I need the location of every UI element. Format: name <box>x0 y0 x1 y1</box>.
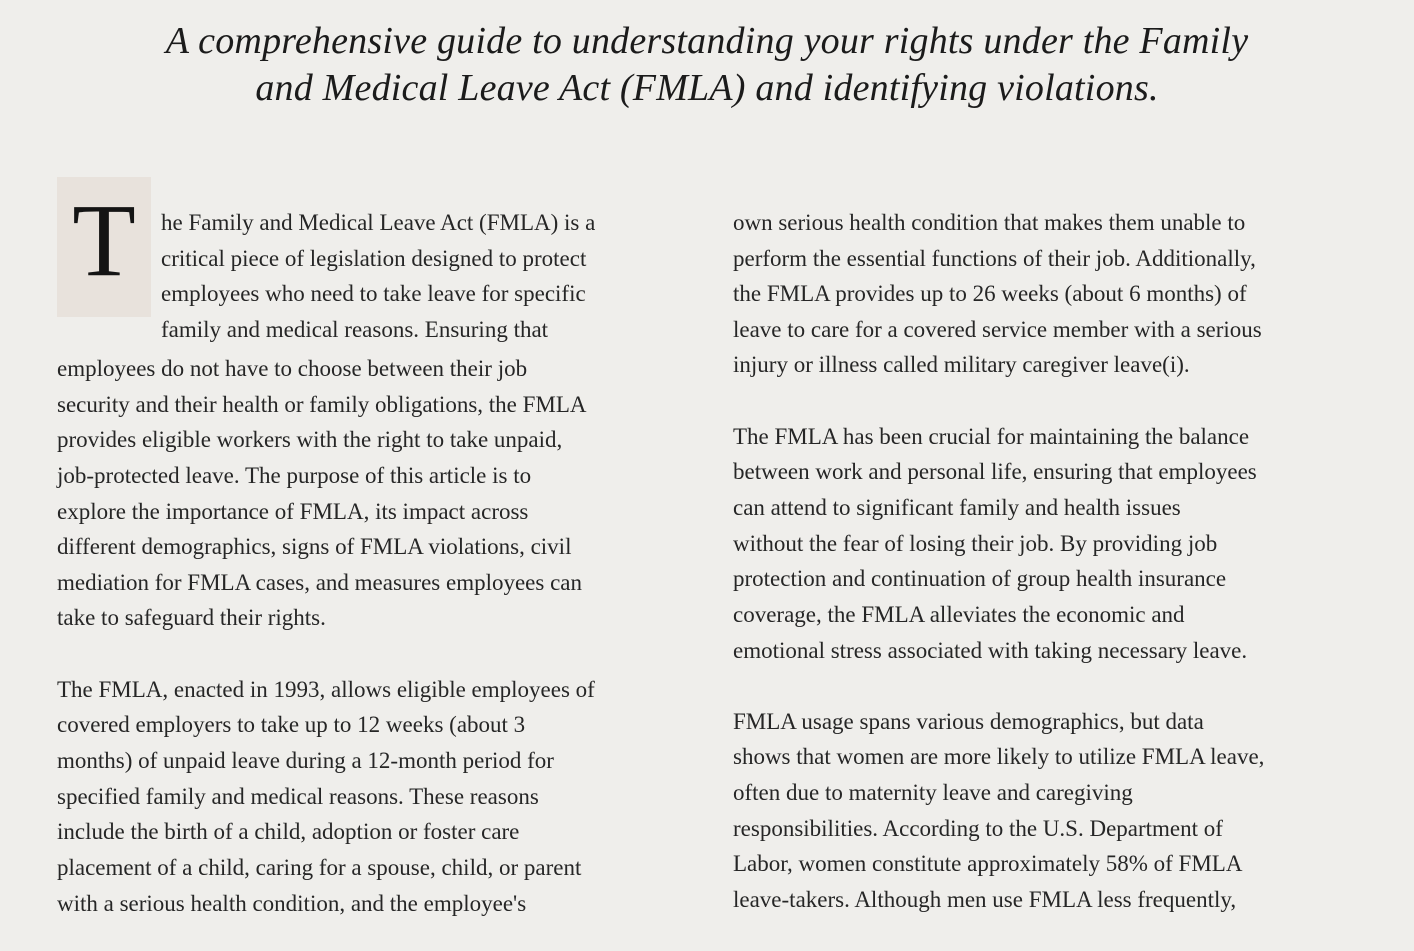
body-line: placement of a child, caring for a spouse, child, or parent <box>57 855 582 880</box>
body-line: explore the importance of FMLA, its impact across <box>57 499 529 524</box>
body-line: FMLA usage spans various demographics, but data <box>733 709 1204 734</box>
body-line: specified family and medical reasons. These reasons <box>57 784 539 809</box>
body-line: mediation for FMLA cases, and measures employees can <box>57 570 583 595</box>
body-line: months) of unpaid leave during a 12-month period for <box>57 748 554 773</box>
body-line: family and medical reasons. Ensuring that <box>161 317 549 342</box>
body-line: injury or illness called military caregiver leave(i). <box>733 352 1190 377</box>
body-line: The FMLA has been crucial for maintaining the balance <box>733 424 1250 449</box>
article-subtitle <box>0 18 1414 112</box>
body-line: coverage, the FMLA alleviates the economic and <box>733 602 1185 627</box>
body-line: perform the essential functions of their job. Additionally, <box>733 246 1256 271</box>
body-line: shows that women are more likely to utilize FMLA leave, <box>733 744 1265 769</box>
body-line: can attend to significant family and health issues <box>733 495 1181 520</box>
body-line: Labor, women constitute approximately 58% of FMLA <box>733 851 1243 876</box>
body-line: without the fear of losing their job. By providing job <box>733 531 1218 556</box>
body-line: with a serious health condition, and the employee's <box>57 891 527 916</box>
subtitle-line-1: A comprehensive guide to understanding your rights under the Family <box>165 20 1249 62</box>
body-line: job-protected leave. The purpose of this article is to <box>57 463 532 488</box>
body-line: emotional stress associated with taking necessary leave. <box>733 638 1248 663</box>
body-line: the FMLA provides up to 26 weeks (about 6 months) of <box>733 281 1247 306</box>
body-line: The FMLA, enacted in 1993, allows eligible employees of <box>57 677 595 702</box>
body-line: protection and continuation of group health insurance <box>733 566 1227 591</box>
subtitle-line-2: and Medical Leave Act (FMLA) and identifying violations. <box>255 67 1159 109</box>
drop-cap <box>57 177 151 317</box>
body-line: responsibilities. According to the U.S. Department of <box>733 816 1223 841</box>
body-line: he Family and Medical Leave Act (FMLA) is a <box>161 210 596 235</box>
body-line: employees who need to take leave for specific <box>161 281 586 306</box>
body-line: include the birth of a child, adoption or foster care <box>57 819 520 844</box>
body-line: provides eligible workers with the right to take unpaid, <box>57 427 563 452</box>
body-line: take to safeguard their rights. <box>57 605 326 630</box>
body-line: leave to care for a covered service member with a serious <box>733 317 1262 342</box>
body-line: covered employers to take up to 12 weeks (about 3 <box>57 712 526 737</box>
body-line: security and their health or family obligations, the FMLA <box>57 392 587 417</box>
body-line: employees do not have to choose between their job <box>57 356 528 381</box>
body-line: between work and personal life, ensuring that employees <box>733 459 1257 484</box>
drop-cap-letter: T <box>72 183 136 298</box>
body-line: own serious health condition that makes them unable to <box>733 210 1246 235</box>
body-line: leave-takers. Although men use FMLA less frequently, <box>733 887 1237 912</box>
body-line: different demographics, signs of FMLA violations, civil <box>57 534 572 559</box>
body-line: often due to maternity leave and caregiving <box>733 780 1133 805</box>
body-line: critical piece of legislation designed to protect <box>161 246 587 271</box>
